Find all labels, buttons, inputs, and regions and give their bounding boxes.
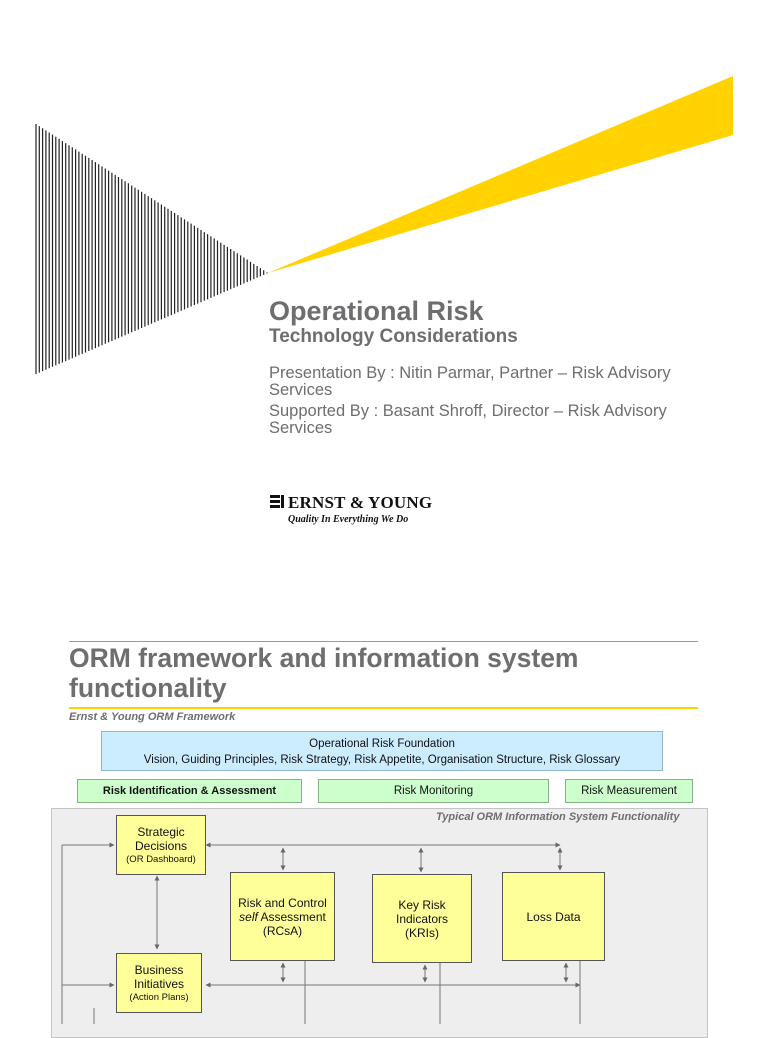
rcsa-line3: (RCsA) [262, 923, 303, 938]
foundation-heading: Operational Risk Foundation [309, 738, 455, 750]
logo-tagline: Quality In Everything We Do [288, 514, 409, 525]
risk-foundation-box [101, 731, 663, 771]
box-key-risk-indicators [372, 874, 472, 963]
pillar-identification: Risk Identification & Assessment [77, 779, 302, 803]
box-rcsa [230, 872, 335, 961]
presentation-title: Operational Risk [269, 296, 484, 326]
pillar-monitoring: Risk Monitoring [318, 779, 549, 803]
rcsa-self: self [239, 909, 258, 924]
box-business-initiatives [116, 953, 202, 1013]
kri-line3: (KRIs) [405, 925, 439, 940]
strategic-line1: Strategic [137, 824, 185, 839]
box-loss-data [502, 872, 605, 961]
supporter-line: Supported By : Basant Shroff, Director – Risk Advisory Services [269, 402, 667, 437]
kri-line1: Key Risk [398, 897, 446, 912]
pillar-measurement: Risk Measurement [565, 779, 693, 803]
rcsa-line2-wrap [239, 910, 326, 924]
system-functionality-label: Typical ORM Information System Functionality [436, 811, 680, 823]
presenter-line: Presentation By : Nitin Parmar, Partner – Risk Advisory Services [269, 364, 671, 399]
business-line2: Initiatives [133, 976, 185, 991]
box-strategic-decisions [116, 815, 206, 875]
title-rule [69, 641, 698, 642]
loss-line1: Loss Data [526, 909, 581, 924]
strategic-line2: Decisions [134, 838, 188, 853]
foundation-items: Vision, Guiding Principles, Risk Strategy, Risk Appetite, Organisation Structure, Risk Glossary [143, 754, 621, 766]
kri-line2: Indicators [395, 911, 449, 926]
rcsa-line1: Risk and Control [238, 895, 327, 910]
ernst-young-logo [270, 493, 433, 529]
title-underline [69, 707, 698, 709]
striped-beam [36, 124, 267, 374]
slide-title: ORM framework and information system functionality [69, 643, 579, 703]
rcsa-line2: Assessment [257, 909, 326, 924]
strategic-note: (OR Dashboard) [126, 853, 196, 865]
business-note: (Action Plans) [129, 991, 189, 1003]
framework-label: Ernst & Young ORM Framework [69, 711, 236, 723]
logo-mark-icon [270, 494, 286, 510]
presentation-subtitle: Technology Considerations [269, 326, 518, 347]
business-line1: Business [134, 962, 184, 977]
logo-wordmark: ERNST & YOUNG [288, 493, 433, 512]
yellow-beam [268, 76, 733, 273]
